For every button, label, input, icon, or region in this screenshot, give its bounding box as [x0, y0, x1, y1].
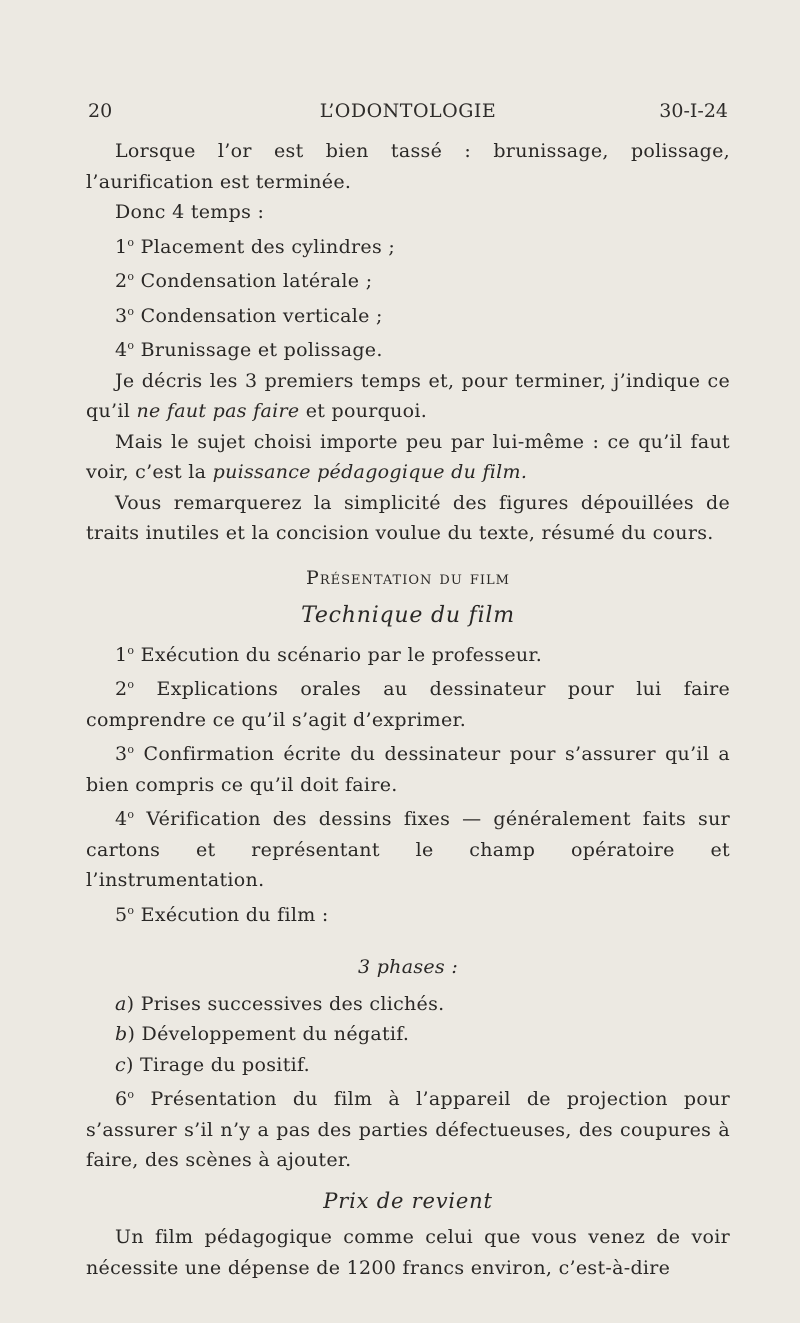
paragraph-four-steps: Donc 4 temps : [115, 201, 265, 223]
step-item: 1$^o$ Placement des cylindres ; [115, 235, 396, 258]
step-item: 3$^o$ Condensation verticale ; [115, 304, 383, 327]
paragraph-description: Je décris les 3 premiers temps et, pour terminer, j’indique ce qu’il ne faut pas faire et pourquoi. [86, 369, 730, 422]
phase-item: c) Tirage du positif. [115, 1053, 310, 1076]
numbered-item: 1$^o$ Exécution du scénario par le professeur. [115, 643, 543, 666]
phase-item: b) Développement du négatif. [115, 1023, 410, 1045]
numbered-item: 4$^o$ Vérification des dessins fixes — généralement faits sur cartons et représentant le champ opératoire et l’instrumentation. [86, 808, 730, 891]
step-item: 2$^o$ Condensation latérale ; [115, 270, 373, 292]
numbered-item: 3$^o$ Confirmation écrite du dessinateur pour s’assurer qu’il a bien compris ce qu’il doit faire. [86, 743, 730, 796]
page-body [86, 136, 730, 1283]
paragraph-cost: Un film pédagogique comme celui que vous venez de voir nécessite une dépense de 1200 francs environ, c’est-à-dire [86, 1226, 730, 1279]
page-header [88, 100, 728, 130]
page-number: 20 [88, 100, 113, 122]
step-item: 4$^o$ Brunissage et polissage. [115, 339, 383, 361]
numbered-item: 2$^o$ Explications orales au dessinateur pour lui faire comprendre ce qu’il s’agit d’exprimer. [86, 678, 730, 731]
paragraph-pedagogic-power: Mais le sujet choisi importe peu par lui-même : ce qu’il faut voir, c’est la puissance pédagogique du film. [86, 430, 730, 483]
paragraph-gold-packing: Lorsque l’or est bien tassé : brunissage, polissage, l’aurification est terminée. [86, 140, 730, 193]
numbered-item: 5$^o$ Exécution du film : [115, 903, 329, 926]
issue-date: 30-I-24 [659, 100, 728, 122]
section-heading: Présentation du film [306, 566, 510, 589]
paragraph-simplicity: Vous remarquerez la simplicité des figures dépouillées de traits inutiles et la concision voulue du texte, résumé du cours. [86, 491, 730, 544]
phases-heading: 3 phases : [357, 956, 459, 978]
cost-heading: Prix de revient [323, 1188, 493, 1213]
section-subheading: Technique du film [301, 603, 515, 628]
phase-item: a) Prises successives des clichés. [115, 992, 445, 1015]
numbered-item: 6$^o$ Présentation du film à l’appareil de projection pour s’assurer s’il n’y a pas des parties défectueuses, des coupures à faire, des scènes à ajouter. [86, 1088, 730, 1171]
running-title: L’ODONTOLOGIE [319, 100, 497, 122]
